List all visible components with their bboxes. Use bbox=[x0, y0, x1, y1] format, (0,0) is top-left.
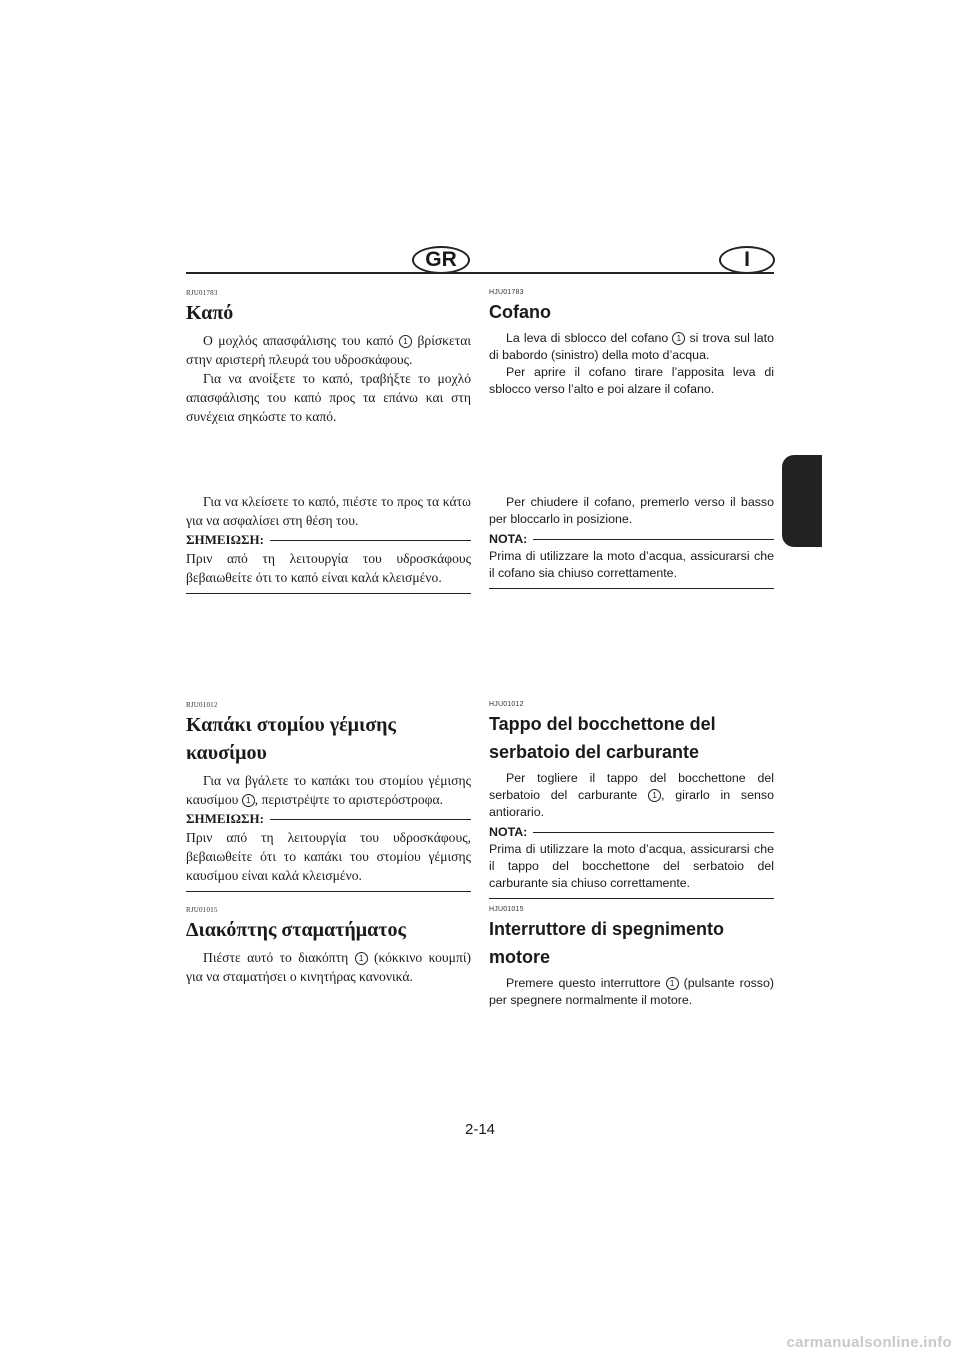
section-code: HJU01015 bbox=[489, 906, 524, 913]
paragraph: Per chiudere il cofano, premerlo verso il basso per bloccarlo in posizione. bbox=[489, 495, 774, 526]
language-badge-italian: I bbox=[719, 246, 775, 274]
section-code: RJU01012 bbox=[186, 701, 218, 709]
section-hood-it-cont bbox=[489, 494, 774, 589]
note-text: Prima di utilizzare la moto d’acqua, assicurarsi che il cofano sia chiuso correttamente. bbox=[489, 549, 774, 580]
paragraph: Per aprire il cofano tirare l’apposita leva di sblocco verso l’alto e poi alzare il cofano. bbox=[489, 365, 774, 396]
note-end-rule bbox=[186, 891, 471, 892]
section-title: Cofano bbox=[489, 302, 551, 322]
paragraph: Πιέστε αυτό το διακόπτη 1 (κόκκινο κουμπί) για να σταματήσει ο κινητήρας κανονικά. bbox=[186, 950, 471, 984]
section-title: Interruttore di spegnimento motore bbox=[489, 919, 725, 967]
paragraph: Ο μοχλός απασφάλισης του καπό 1 βρίσκεται στην αριστερή πλευρά του υδροσκάφους. bbox=[186, 333, 471, 367]
paragraph: Για να κλείσετε το καπό, πιέστε το προς τα κάτω για να ασφαλίσει στη θέση του. bbox=[186, 494, 471, 528]
paragraph: Για να βγάλετε το καπάκι του στομίου γέμισης καυσίμου 1 , περιστρέψτε το αριστερόστροφα. bbox=[186, 773, 471, 807]
note-rule bbox=[270, 540, 471, 541]
note-end-rule bbox=[489, 898, 774, 899]
note-heading bbox=[186, 810, 471, 828]
note-end-rule bbox=[489, 588, 774, 589]
section-stop-switch-gr bbox=[186, 906, 471, 986]
watermark: carmanualsonline.info bbox=[786, 1334, 952, 1351]
note-text: Πριν από τη λειτουργία του υδροσκάφους βεβαιωθείτε ότι το καπό είναι καλά κλεισμένο. bbox=[186, 551, 471, 585]
paragraph: La leva di sblocco del cofano 1 si trova sul lato di babordo (sinistro) della moto d’acqua. bbox=[489, 331, 774, 362]
note-text: Πριν από τη λειτουργία του υδροσκάφους, βεβαιωθείτε ότι το καπάκι του στομίου γέμισης καυσίμου είναι καλά κλεισμένο. bbox=[186, 830, 471, 883]
callout-marker: 1 bbox=[399, 335, 412, 348]
chapter-thumb-tab bbox=[782, 455, 822, 547]
note-label: ΣΗΜΕΙΩΣΗ: bbox=[186, 532, 264, 547]
note-rule bbox=[270, 819, 471, 820]
callout-marker: 1 bbox=[242, 794, 255, 807]
section-hood-gr-cont bbox=[186, 492, 471, 594]
section-hood-gr bbox=[186, 289, 471, 426]
note-text: Prima di utilizzare la moto d’acqua, assicurarsi che il tappo del bocchettone del serbatoio del carburante sia chiuso correttamente. bbox=[489, 842, 774, 890]
paragraph: Premere questo interruttore 1 (pulsante rosso) per spegnere normalmente il motore. bbox=[489, 976, 774, 1007]
note-heading bbox=[186, 531, 471, 549]
section-code: HJU01783 bbox=[489, 289, 524, 296]
callout-marker: 1 bbox=[666, 977, 679, 990]
section-title: Καπάκι στομίου γέμισης καυσίμου bbox=[186, 714, 396, 764]
note-label: ΣΗΜΕΙΩΣΗ: bbox=[186, 811, 264, 826]
section-code: RJU01015 bbox=[186, 906, 218, 914]
section-title: Διακόπτης σταματήματος bbox=[186, 919, 406, 941]
header-rule bbox=[186, 272, 774, 274]
section-hood-it bbox=[489, 289, 774, 398]
section-code: RJU01783 bbox=[186, 289, 218, 297]
section-title: Καπό bbox=[186, 302, 234, 324]
note-rule bbox=[533, 539, 774, 540]
note-heading bbox=[489, 531, 774, 548]
section-fuel-cap-gr bbox=[186, 701, 471, 892]
language-badge-greek: GR bbox=[412, 246, 470, 274]
section-code: HJU01012 bbox=[489, 701, 524, 708]
callout-marker: 1 bbox=[672, 332, 685, 345]
note-label: NOTA: bbox=[489, 825, 528, 839]
paragraph: Για να ανοίξετε το καπό, τραβήξτε το μοχλό απασφάλισης του καπό προς τα επάνω και στη συνέχεια σηκώστε το καπό. bbox=[186, 371, 471, 424]
section-stop-switch-it bbox=[489, 906, 774, 1009]
note-label: NOTA: bbox=[489, 532, 528, 546]
paragraph: Per togliere il tappo del bocchettone del serbatoio del carburante 1 , girarlo in senso antiorario. bbox=[489, 771, 774, 819]
note-heading bbox=[489, 824, 774, 841]
callout-marker: 1 bbox=[648, 789, 661, 802]
note-end-rule bbox=[186, 593, 471, 594]
note-rule bbox=[533, 832, 774, 833]
section-title: Tappo del bocchettone del serbatoio del carburante bbox=[489, 714, 716, 762]
page-number: 2-14 bbox=[464, 1121, 496, 1138]
callout-marker: 1 bbox=[355, 952, 368, 965]
section-fuel-cap-it bbox=[489, 701, 774, 899]
